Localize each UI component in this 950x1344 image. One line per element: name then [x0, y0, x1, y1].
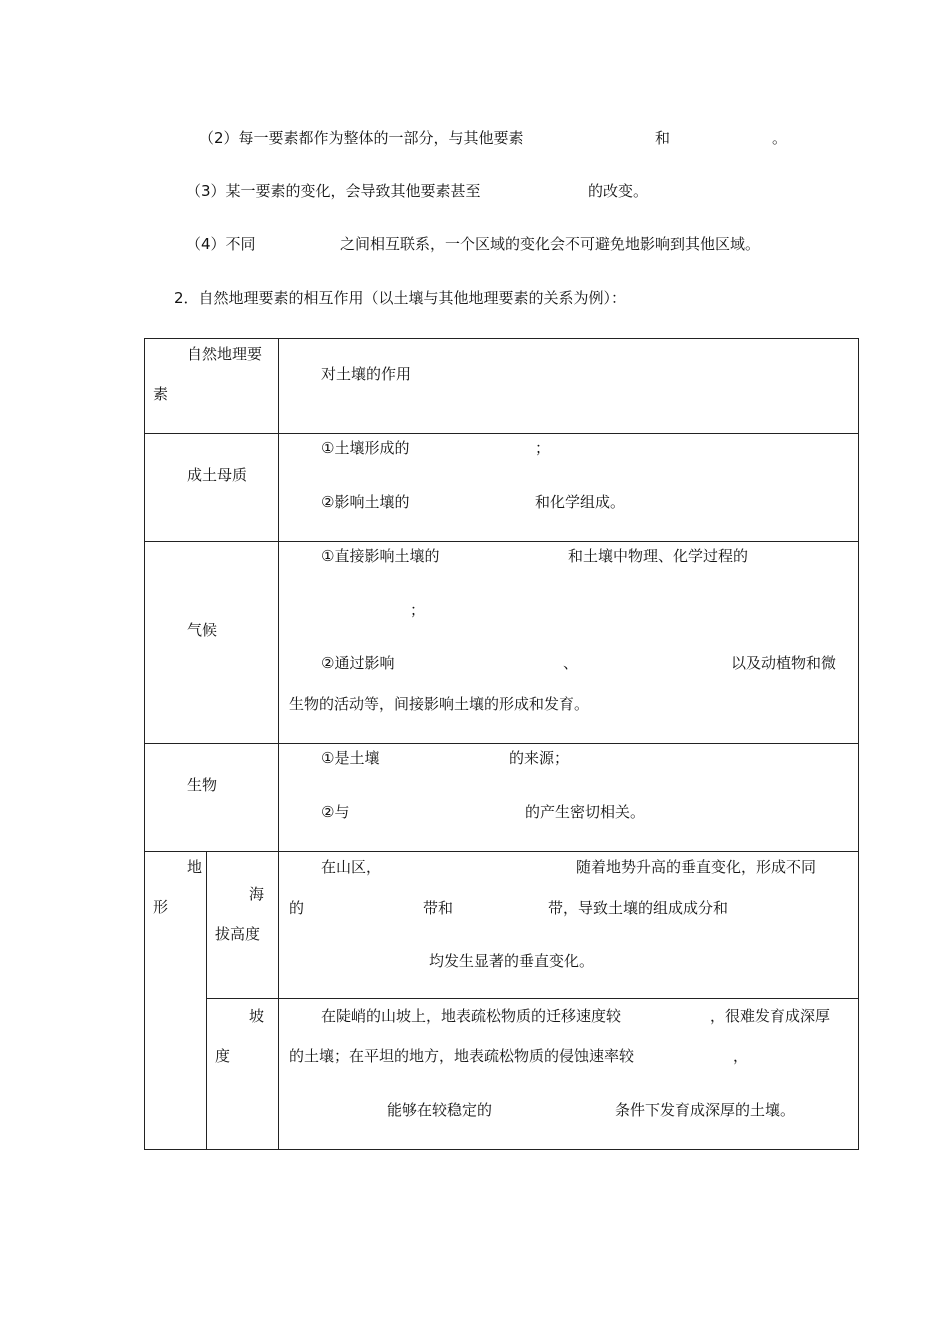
subrow-slope-line3-a: 能够在较稳定的: [387, 1101, 493, 1119]
row-parent-label: 成土母质: [187, 466, 248, 484]
row-climate-line3-a: ②通过影响: [321, 654, 395, 672]
row-parent-line2-a: ②影响土壤的: [321, 493, 410, 511]
header-col1-line2: 素: [153, 385, 169, 403]
item-3-text-b: 的改变。: [588, 182, 649, 200]
table-terrain-divider: [206, 851, 207, 1150]
row-climate-line2: ；: [410, 601, 426, 619]
section-heading: 2．自然地理要素的相互作用（以土壤与其他地理要素的关系为例）：: [174, 289, 627, 307]
table-rule-biology: [144, 851, 859, 852]
table-rule-climate: [144, 743, 859, 744]
subrow-slope-line2-a: 的土壤；在平坦的地方，地表疏松物质的侵蚀速率较: [289, 1047, 635, 1065]
header-col2: 对土壤的作用: [321, 365, 412, 383]
subrow-slope-line1-b: ，很难发育成深厚: [710, 1007, 831, 1025]
row-biology-line1-a: ①是土壤: [321, 749, 380, 767]
row-terrain-label-a: 地: [187, 858, 203, 876]
table-border-right: [858, 338, 859, 1150]
subrow-altitude-line3: 均发生显著的垂直变化。: [429, 952, 595, 970]
subrow-altitude-line2-a: 的: [289, 899, 305, 917]
row-climate-line3-c: 以及动植物和微: [731, 654, 837, 672]
subrow-altitude-line2-b: 带和: [423, 899, 454, 917]
row-climate-label: 气候: [187, 621, 218, 639]
subrow-altitude-line1-a: 在山区，: [321, 858, 382, 876]
row-climate-line4: 生物的活动等，间接影响土壤的形成和发育。: [289, 695, 590, 713]
row-parent-line2-b: 和化学组成。: [535, 493, 626, 511]
table-rule-header: [144, 433, 859, 434]
row-parent-line1-b: ；: [535, 439, 551, 457]
row-biology-label: 生物: [187, 776, 218, 794]
item-2-text-a: （2）每一要素都作为整体的一部分，与其他要素: [199, 129, 524, 147]
row-climate-line3-b: 、: [563, 654, 579, 672]
table-rule-parent: [144, 541, 859, 542]
row-climate-line1-a: ①直接影响土壤的: [321, 547, 440, 565]
subrow-altitude-line1-b: 随着地势升高的垂直变化，形成不同: [576, 858, 817, 876]
row-biology-line1-b: 的来源；: [509, 749, 570, 767]
subrow-altitude-label-b: 拔高度: [215, 925, 261, 943]
table-border-bottom: [144, 1149, 859, 1150]
subrow-slope-line3-b: 条件下发育成深厚的土壤。: [615, 1101, 796, 1119]
row-biology-line2-a: ②与: [321, 803, 350, 821]
header-col1-line1: 自然地理要: [187, 345, 263, 363]
item-3-text-a: （3）某一要素的变化，会导致其他要素甚至: [186, 182, 481, 200]
subrow-slope-label-a: 坡: [249, 1007, 265, 1025]
subrow-altitude-label-a: 海: [249, 885, 265, 903]
table-border-left: [144, 338, 145, 1150]
table-col-divider: [278, 338, 279, 1150]
row-terrain-label-b: 形: [153, 898, 169, 916]
subrow-altitude-line2-c: 带，导致土壤的组成成分和: [548, 899, 729, 917]
table-border-top: [144, 338, 859, 339]
item-2-text-b: 和: [655, 129, 671, 147]
subrow-slope-label-b: 度: [215, 1047, 231, 1065]
row-biology-line2-b: 的产生密切相关。: [525, 803, 646, 821]
table-rule-altitude: [206, 998, 859, 999]
subrow-slope-line2-b: ，: [733, 1047, 749, 1065]
subrow-slope-line1-a: 在陡峭的山坡上，地表疏松物质的迁移速度较: [321, 1007, 622, 1025]
item-4-text-b: 之间相互联系，一个区域的变化会不可避免地影响到其他区域。: [340, 235, 761, 253]
row-parent-line1-a: ①土壤形成的: [321, 439, 410, 457]
row-climate-line1-b: 和土壤中物理、化学过程的: [568, 547, 749, 565]
item-2-text-c: 。: [772, 129, 788, 147]
item-4-text-a: （4）不同: [186, 235, 256, 253]
